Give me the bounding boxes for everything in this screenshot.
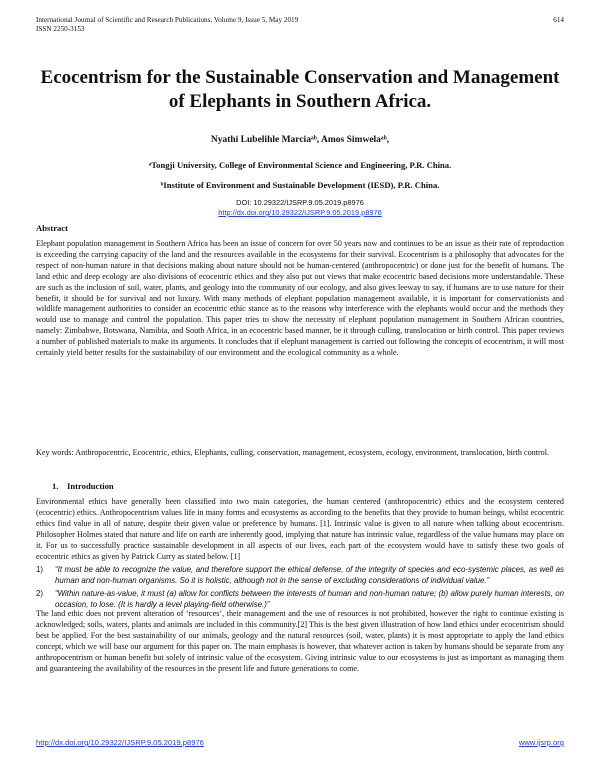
quote-item	[36, 565, 564, 587]
journal-name: International Journal of Scientific and Research Publications, Volume 9, Issue 5, May 2019	[36, 16, 299, 24]
land-ethic-text: The land ethic does not prevent alteration of ‘resources’, their management and the use of resources is not prohibited, however the right to continue existing is acknowledged; soils, waters, plants and animals are included in this community.[2] This is the best given illustration of how land ethics under ecocentrism should best be applied. For the best sustainability of our animals, geology and the natural resources (soil, water, plants) it is most appropriate to apply the land ethics concept, which we will base our argument for this paper on. The main emphasis is however, that whatever action is taken by humans should be separate from any anthropocentrism or human benefit but solely of intrinsic value of the ecosystem. Giving intrinsic value to our ecosystems is just as important as managing them and guaranteeing the availability of the resources in the present life and future generations to come.	[36, 609, 564, 673]
page-number: 614	[553, 16, 564, 24]
abstract-heading: Abstract	[36, 223, 68, 233]
quote-list	[36, 565, 564, 613]
quote-number: 1)	[36, 565, 44, 574]
footer-site-link[interactable]: www.ijsrp.org	[518, 738, 564, 747]
doi-text: DOI: 10.29322/IJSRP.9.05.2019.p8976	[236, 198, 364, 207]
page-header	[36, 16, 564, 34]
page-footer	[36, 738, 564, 747]
paper-title: Ecocentrism for the Sustainable Conservation and Management of Elephants in Southern Africa.	[40, 67, 560, 112]
quote-number: 2)	[36, 588, 44, 598]
quote-text: “It must be able to recognize the value, and therefore support the ethical defense, of the integrity of species and eco-systemic places, as well as human and non-human organisms. So it is holistic, although not in the sense of excluding considerations of individual value.”	[55, 565, 564, 585]
issn: ISSN 2250-3153	[36, 25, 85, 33]
quote-item	[36, 589, 564, 611]
quote-text: “Within nature-as-value, it must (a) allow for conflicts between the interests of human and non-human nature; (b) allow purely human interests, on occasion, to lose. (It is hardly a level playing-field otherwise.)”	[55, 588, 564, 609]
affiliation-a: ᵃTongji University, College of Environmental Science and Engineering, P.R. China.	[148, 160, 452, 170]
affiliation-b: ᵇInstitute of Environment and Sustainable Development (IESD), P.R. China.	[160, 180, 440, 190]
section-heading-introduction: 1. Introduction	[52, 481, 114, 491]
authors: Nyathi Lubelihle Marciaᵃᵇ, Amos Simwelaᵃᵇ,	[210, 135, 390, 145]
introduction-text: Environmental ethics have generally been classified into two main categories, the human centered (anthropocentric) ethics and the ecosystem centered (ecocentric) ethics. Anthropocentrism values life in many forms and ecosystems as according to the benefits that they provide to human beings, whilst ecocentric ethics find value in all of nature, despite their given value or preference by humans. [1]. Intrinsic value is given to all nature when talking about ecocentrism. Philosopher Holmes stated that nature and life on earth are inherently good, implying that nature has intrinsic value, regardless of the value humans may place on it. For us to successfully practice sustainable development in all aspects of our lives, each part of the ecosystem would have to satisfy these two goals of ecocentric ethics as given by Patrick Curry as stated below. [1]	[36, 497, 564, 561]
doi-link[interactable]: http://dx.doi.org/10.29322/IJSRP.9.05.2019.p8976	[218, 208, 382, 217]
keywords: Key words: Anthropocentric, Ecocentric, ethics, Elephants, culling, conservation, management, ecosystem, ecology, environment, translocation, birth control.	[36, 448, 550, 457]
footer-doi-link[interactable]: http://dx.doi.org/10.29322/IJSRP.9.05.2019.p8976	[36, 738, 204, 747]
abstract-text: Elephant population management in Southern Africa has been an issue of concern for over 50 years now and continues to be an issue as their rate of reproduction is exceeding the carrying capacity of the land and the resources available in the ecosystems for their survival. Ecocentrism is a philosophy that advocates for the respect of non-human nature in that decisions making about nature should not be human-centered (anthropocentric) or done just for the benefit of humans. The land ethic and deep ecology are also divisions of ecocentric ethics and they also put out views that make ecocentric based decisions more understandable. These are such as the inclusion of soil, water, plants, and geology into the community of our ecology, and also gives leeway to say, if humans are to use nature for their benefit, it should be for survival and not luxury. With many methods of elephant population management available, it is important for conservationists and wildlife management authorities to consider an ecocentric ethic stance as to the reasons why interference with the elephants would occur and the methods they would use to manage and control the population. This paper tries to show the necessity of elephant population management in Southern African countries, namely: Zimbabwe, Botswana, Namibia, and South Africa, in an ecocentric based manner, be it through culling, translocation or birth control. This paper reviews a number of published materials to make its arguments. It concludes that if elephant management is carried out following the concepts of ecocentrism, it will most certainly yield better results for the sustainability of our environment and the ecological community as a whole.	[36, 239, 564, 358]
doi-block	[40, 198, 560, 218]
